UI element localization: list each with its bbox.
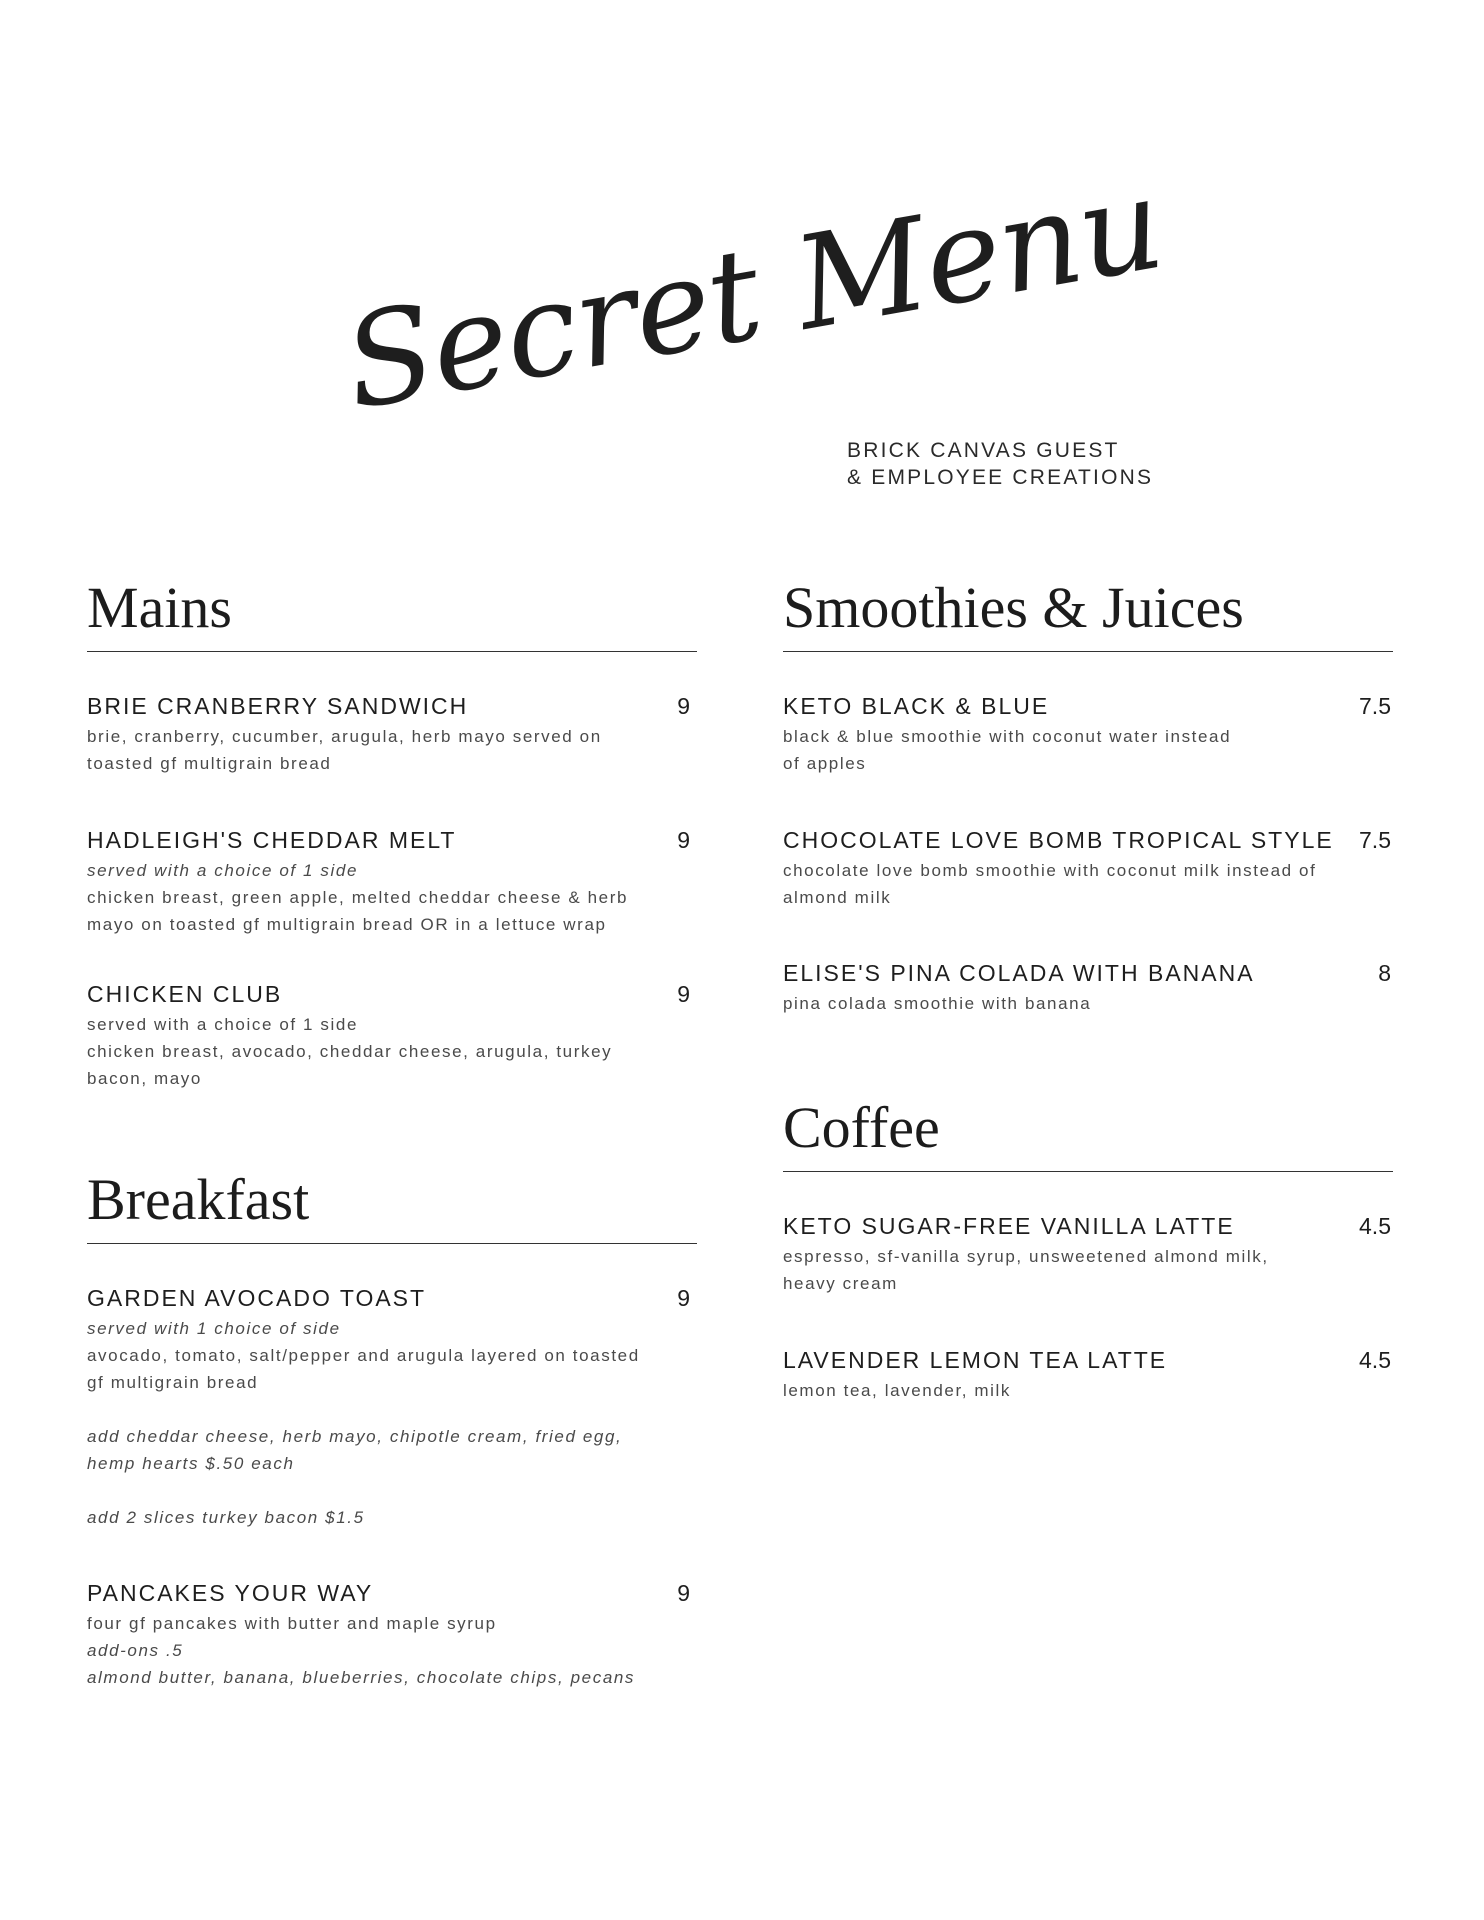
item-name: GARDEN AVOCADO TOAST [87,1285,427,1311]
item-addon: add-ons .5 [87,1641,184,1660]
item-name: KETO SUGAR-FREE VANILLA LATTE [783,1213,1235,1239]
menu-item [783,827,1393,911]
item-name: PANCAKES YOUR WAY [87,1580,374,1606]
item-note: served with 1 choice of side [87,1319,341,1338]
item-description: four gf pancakes with butter and maple syrup [87,1614,497,1633]
section-divider [783,651,1393,652]
item-name: LAVENDER LEMON TEA LATTE [783,1347,1168,1373]
section-title: Smoothies & Juices [783,575,1244,640]
menu-item [87,693,697,777]
item-note: served with a choice of 1 side [87,861,359,880]
menu-item [87,1580,697,1691]
item-price: 9 [677,827,690,853]
item-description: heavy cream [783,1274,898,1293]
section-title: Coffee [783,1095,940,1160]
item-description: chocolate love bomb smoothie with coconut milk instead of [783,861,1317,880]
subtitle-line: & EMPLOYEE CREATIONS [847,466,1154,489]
section-mains [87,575,697,1088]
item-addon: almond butter, banana, blueberries, chocolate chips, pecans [87,1668,636,1687]
section-divider [87,651,697,652]
item-description: toasted gf multigrain bread [87,754,332,773]
menu-item [783,1213,1393,1297]
item-price: 4.5 [1359,1213,1391,1239]
item-name: ELISE'S PINA COLADA WITH BANANA [783,960,1255,986]
item-name: CHICKEN CLUB [87,981,283,1007]
menu-item [783,693,1393,777]
item-price: 7.5 [1359,693,1391,719]
section-divider [783,1171,1393,1172]
item-price: 9 [677,1285,690,1311]
item-description: bacon, mayo [87,1069,202,1088]
item-description: served with a choice of 1 side [87,1015,359,1034]
item-name: KETO BLACK & BLUE [783,693,1050,719]
item-price: 9 [677,693,690,719]
page-subtitle [847,437,1153,491]
item-description: chicken breast, green apple, melted cheddar cheese & herb [87,888,629,907]
item-name: CHOCOLATE LOVE BOMB TROPICAL STYLE [783,827,1334,853]
item-description: mayo on toasted gf multigrain bread OR in a lettuce wrap [87,915,607,934]
item-description: pina colada smoothie with banana [783,994,1092,1013]
menu-item [87,1285,697,1531]
menu-item [87,981,697,1092]
item-description: espresso, sf-vanilla syrup, unsweetened almond milk, [783,1247,1269,1266]
menu-item [783,960,1393,1017]
item-description: black & blue smoothie with coconut water instead [783,727,1232,746]
item-addon: add 2 slices turkey bacon $1.5 [87,1508,365,1527]
item-description: brie, cranberry, cucumber, arugula, herb mayo served on [87,727,602,746]
item-addon: hemp hearts $.50 each [87,1454,295,1473]
item-price: 8 [1378,960,1391,986]
item-description: almond milk [783,888,892,907]
section-breakfast [87,1167,697,1687]
item-price: 9 [677,1580,690,1606]
section-title: Mains [87,575,232,640]
item-price: 7.5 [1359,827,1391,853]
section-divider [87,1243,697,1244]
item-description: avocado, tomato, salt/pepper and arugula layered on toasted [87,1346,640,1365]
section-coffee [783,1095,1393,1400]
item-description: of apples [783,754,867,773]
subtitle-line: BRICK CANVAS GUEST [847,439,1120,462]
menu-item [87,827,697,938]
item-description: gf multigrain bread [87,1373,259,1392]
item-description: lemon tea, lavender, milk [783,1381,1012,1400]
item-addon: add cheddar cheese, herb mayo, chipotle cream, fried egg, [87,1427,623,1446]
item-name: HADLEIGH'S CHEDDAR MELT [87,827,457,853]
section-title: Breakfast [87,1167,310,1232]
menu-item [783,1347,1393,1404]
item-name: BRIE CRANBERRY SANDWICH [87,693,469,719]
item-price: 9 [677,981,690,1007]
page-title: Secret Menu [334,149,1173,439]
item-price: 4.5 [1359,1347,1391,1373]
item-description: chicken breast, avocado, cheddar cheese, arugula, turkey [87,1042,613,1061]
section-smoothies [783,575,1393,1013]
